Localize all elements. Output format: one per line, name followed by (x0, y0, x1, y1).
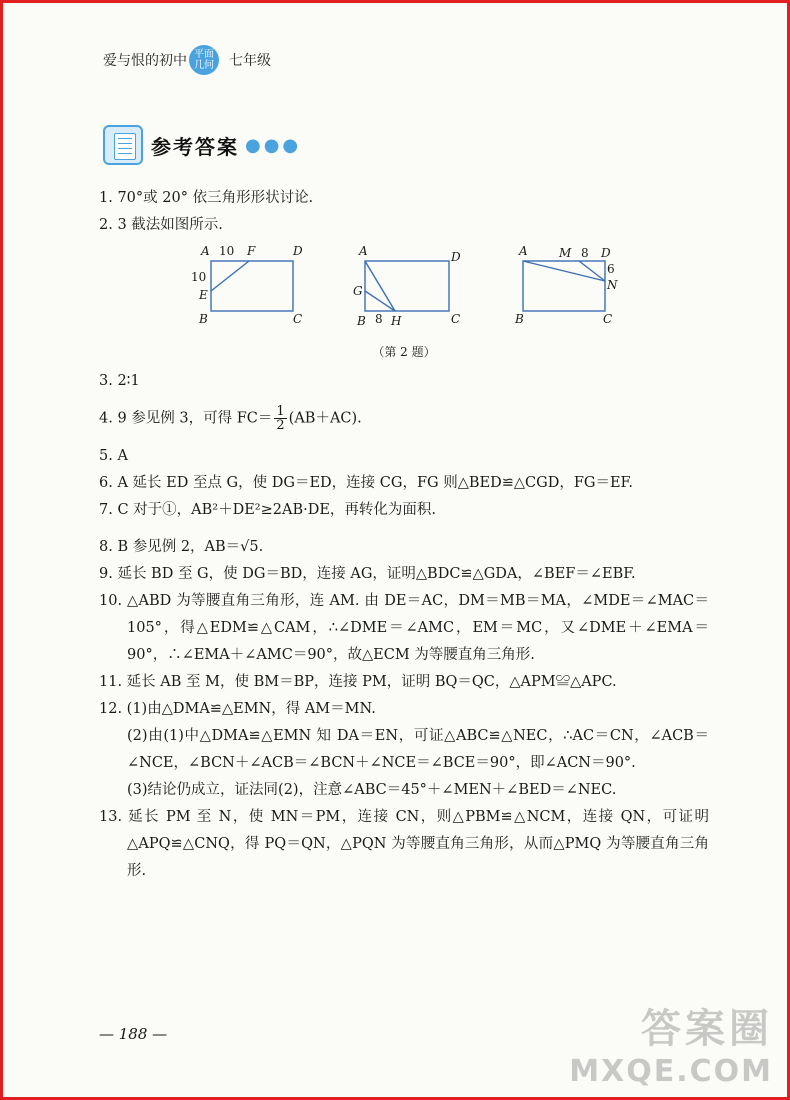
fig1-label-B: B (199, 312, 208, 326)
fig3-label-6: 6 (607, 262, 615, 276)
watermark-url: MXQE.COM (569, 1054, 773, 1089)
answer-12-part-3: (3)结论仍成立，证法同(2)，注意∠ABC＝45°＋∠MEN＋∠BED＝∠NEC. (127, 781, 617, 798)
fig3-label-A: A (519, 244, 528, 258)
answer-6: 6. A 延长 ED 至点 G，使 DG＝ED，连接 CG，FG 则△BED≌△CGD，FG＝EF. (99, 474, 633, 491)
section-title-text: 参考答案 (151, 134, 239, 159)
answer-9: 9. 延长 BD 至 G，使 DG＝BD，连接 AG，证明△BDC≌△GDA，∠BEF＝∠EBF. (99, 565, 636, 582)
fig1-label-A: A (201, 244, 210, 258)
figure-caption: （第 2 题） (372, 345, 436, 359)
grade-label: 七年级 (229, 53, 271, 69)
fig2-cut-line-2 (365, 291, 395, 311)
fraction-one-half: $\frac{1}{2}$ (276, 404, 285, 433)
answer-10: 10. △ABD 为等腰直角三角形，连 AM. 由 DE＝AC，DM＝MB＝MA，∠MDE＝∠MAC＝105°，得△EDM≌△CAM，∴∠DME＝∠AMC，EM＝MC，又∠DME＋∠EMA＝90°，∴∠EMA＋∠AMC＝90°，故△ECM 为等腰直角三角形. (99, 592, 709, 663)
fig3-label-D: D (601, 246, 611, 260)
fig2-rectangle (365, 261, 449, 311)
answer-list (99, 185, 709, 885)
document-check-icon (103, 125, 143, 165)
fig3-label-B: B (515, 312, 524, 326)
fig3-label-M: M (559, 246, 572, 260)
fig2-label-B: B (357, 314, 366, 328)
watermark-text: 答案圈 (641, 1006, 773, 1052)
answer-3: 3. 2∶1 (99, 373, 140, 389)
fig1-label-F: F (247, 244, 256, 258)
answer-13: 13. 延长 PM 至 N，使 MN＝PM，连接 CN，则△PBM≌△NCM，连接 QN，可证明△APQ≌△CNQ，得 PQ＝QN，△PQN 为等腰直角三角形，从而△PMQ 为等腰直角三角形. (99, 808, 709, 879)
fig3-label-N: N (607, 278, 618, 292)
watermark (569, 997, 773, 1089)
fig3-label-8: 8 (581, 246, 589, 260)
cut-diagrams (189, 243, 629, 335)
fig1-label-D: D (293, 244, 303, 258)
fig1-label-10-top: 10 (219, 244, 235, 258)
fig2-label-G: G (353, 284, 363, 298)
fig1-label-E: E (199, 288, 208, 302)
fig1-label-10-left: 10 (191, 270, 207, 284)
answer-5: 5. A (99, 447, 128, 464)
answer-12-part-1: 12. (1)由△DMA≌△EMN，得 AM＝MN. (99, 700, 376, 717)
answer-11: 11. 延长 AB 至 M，使 BM＝BP，连接 PM，证明 BQ＝QC，△APM≌△APC. (99, 673, 617, 690)
answer-1: 1. 70°或 20° 依三角形形状讨论. (99, 190, 314, 206)
answer-4: 4. 9 参见例 3，可得 FC＝ $\frac{1}{2}$ (AB＋AC). (99, 404, 362, 433)
figure-group (99, 243, 709, 358)
fig2-cut-line-1 (365, 261, 395, 311)
book-title: 爱与恨的初中 (103, 53, 187, 69)
fig2-label-H: H (391, 314, 402, 328)
title-dots-decoration: ●●● (245, 134, 302, 156)
fig3-label-C: C (603, 312, 613, 326)
fig2-label-C: C (451, 312, 461, 326)
fig2-label-D: D (451, 250, 461, 264)
plane-geometry-badge: 平面 几何 (189, 45, 219, 75)
fig1-label-C: C (293, 312, 303, 326)
book-header (103, 45, 271, 75)
fig2-label-8: 8 (375, 312, 383, 326)
section-title (103, 125, 301, 165)
page-number: — 188 — (99, 1025, 168, 1043)
fig2-label-A: A (359, 244, 368, 258)
answer-7: 7. C 对于①，AB²＋DE²≥2AB·DE，再转化为面积. (99, 501, 437, 518)
fig3-rectangle (523, 261, 605, 311)
fig1-rectangle (211, 261, 293, 311)
answer-12-part-2: (2)由(1)中△DMA≌△EMN 知 DA＝EN，可证△ABC≌△NEC，∴AC＝CN，∠ACB＝∠NCE，∠BCN＋∠ACB＝∠BCN＋∠NCE＝∠BCE＝90°，即∠ACN＝90°. (127, 727, 709, 771)
answer-2: 2. 3 截法如图所示. (99, 217, 223, 233)
fig1-cut-line (211, 261, 249, 291)
answer-8: 8. B 参见例 2，AB＝√5. (99, 538, 264, 555)
